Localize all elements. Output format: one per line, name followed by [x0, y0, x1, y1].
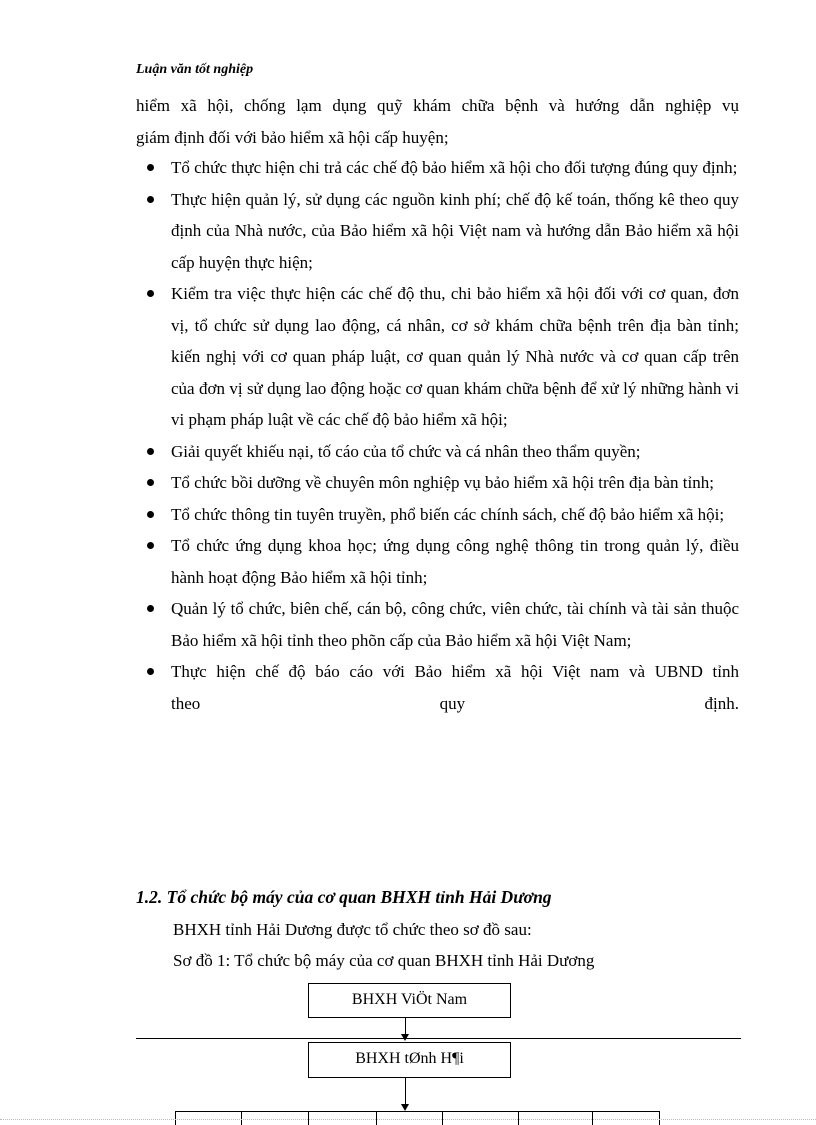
department-row-top	[175, 1111, 659, 1112]
org-box-bhxh-tinh: BHXH tØnh H¶i	[308, 1042, 511, 1078]
list-item-last	[136, 656, 739, 719]
page-bottom-border	[0, 1119, 816, 1120]
bullet-icon	[147, 542, 154, 549]
bullet-icon	[147, 196, 154, 203]
last-bullet-line-2: theo quy định.	[171, 693, 739, 713]
bullet-icon	[147, 668, 154, 675]
bullet-icon	[147, 290, 154, 297]
intro-line-1: hiểm xã hội, chống lạm dụng quỹ khám chữa bệnh và hướng dẫn nghiệp vụ	[136, 96, 739, 115]
last-bullet-line-1: Thực hiện chế độ báo cáo với Bảo hiểm xã hội Việt nam và UBND tỉnh	[171, 662, 739, 681]
list-item: Kiểm tra việc thực hiện các chế độ thu, chi bảo hiểm xã hội đối với cơ quan, đơn vị, tổ chức sử dụng lao động, cá nhân, cơ sở khám chữa bệnh trên địa bàn tỉnh; kiến nghị với cơ quan pháp luật, cơ quan quản lý Nhà nước và cơ quan cấp trên của đơn vị sử dụng lao động hoặc cơ quan khám chữa bệnh để xử lý những hành vi vi phạm pháp luật về các chế độ bảo hiểm xã hội;	[136, 278, 739, 436]
bullet-icon	[147, 448, 154, 455]
org-box-bhxh-vietnam: BHXH ViÖt Nam	[308, 983, 511, 1018]
list-item: Giải quyết khiếu nại, tố cáo của tổ chức và cá nhân theo thẩm quyền;	[136, 436, 739, 468]
bullet-icon	[147, 605, 154, 612]
diagram-caption: Sơ đồ 1: Tổ chức bộ máy của cơ quan BHXH tỉnh Hải Dương	[173, 951, 595, 970]
intro-paragraph	[136, 90, 739, 153]
bullet-icon	[147, 479, 154, 486]
list-item: Tổ chức thực hiện chi trả các chế độ bảo hiểm xã hội cho đối tượng đúng quy định;	[136, 152, 739, 184]
list-item: Tổ chức thông tin tuyên truyền, phổ biến các chính sách, chế độ bảo hiểm xã hội;	[136, 499, 739, 531]
divider-line	[136, 1038, 741, 1039]
running-header: Luận văn tốt nghiệp	[136, 62, 254, 77]
list-item: Tổ chức ứng dụng khoa học; ứng dụng công nghệ thông tin trong quản lý, điều hành hoạt động Bảo hiểm xã hội tỉnh;	[136, 530, 739, 593]
duties-list	[136, 152, 739, 719]
bullet-icon	[147, 511, 154, 518]
list-item: Tổ chức bồi dưỡng về chuyên môn nghiệp vụ bảo hiểm xã hội trên địa bàn tỉnh;	[136, 467, 739, 499]
intro-line-2: giám định đối với bảo hiểm xã hội cấp huyện;	[136, 127, 449, 147]
list-item: Thực hiện quản lý, sử dụng các nguồn kinh phí; chế độ kế toán, thống kê theo quy định của Nhà nước, của Bảo hiểm xã hội Việt nam và hướng dẫn Bảo hiểm xã hội cấp huyện thực hiện;	[136, 184, 739, 279]
section-intro: BHXH tỉnh Hải Dương được tổ chức theo sơ đồ sau:	[173, 920, 532, 939]
list-item: Quản lý tổ chức, biên chế, cán bộ, công chức, viên chức, tài chính và tài sản thuộc Bảo hiểm xã hội tỉnh theo phõn cấp của Bảo hiểm xã hội Việt Nam;	[136, 593, 739, 656]
connector-line	[405, 1078, 406, 1105]
arrow-down-icon	[401, 1034, 409, 1041]
connector-line	[405, 1018, 406, 1034]
bullet-icon	[147, 164, 154, 171]
section-heading: 1.2. Tổ chức bộ máy của cơ quan BHXH tỉnh Hải Dương	[136, 887, 552, 907]
arrow-down-icon	[401, 1104, 409, 1111]
